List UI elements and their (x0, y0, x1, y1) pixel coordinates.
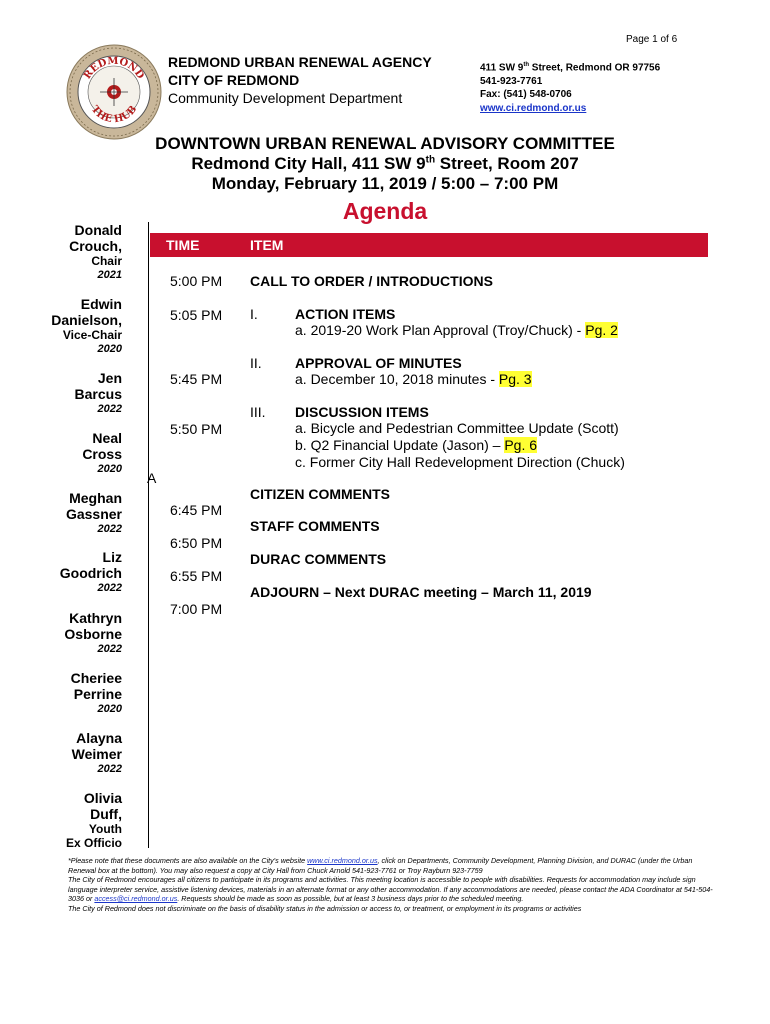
meeting-date-time: Monday, February 11, 2019 / 5:00 – 7:00 PM (211, 174, 559, 193)
agency-name: REDMOND URBAN RENEWAL AGENCY (168, 54, 432, 70)
agenda-title: Agenda (342, 198, 428, 224)
member-entry: Edwin Danielson, Vice-Chair 2020 (51, 296, 122, 355)
city-seal-logo (64, 42, 164, 142)
fax-number: Fax: (541) 548-0706 (480, 89, 572, 100)
member-entry: Jen Barcus 2022 (74, 370, 122, 415)
meeting-location: Redmond City Hall, 411 SW 9th Street, Room 207 (191, 154, 579, 173)
phone-number: 541-923-7761 (480, 76, 543, 87)
footnote (68, 856, 718, 914)
minutes-heading: APPROVAL OF MINUTES (295, 355, 462, 371)
minutes-item-a: a. December 10, 2018 minutes - Pg. 3 (295, 371, 532, 387)
agenda-time: 6:55 PM (170, 568, 223, 584)
stray-character: A (147, 470, 157, 486)
discussion-item-b: b. Q2 Financial Update (Jason) – Pg. 6 (295, 437, 538, 453)
seal-bottom-text: THE HUB (88, 103, 140, 126)
agenda-time: 5:05 PM (170, 307, 223, 323)
page-reference[interactable]: Pg. 2 (585, 322, 618, 338)
seal-top-text: REDMOND (82, 55, 146, 82)
discussion-items-heading: DISCUSSION ITEMS (295, 404, 429, 420)
sidebar-divider (148, 222, 149, 848)
item-column-header: ITEM (250, 237, 284, 253)
city-name: CITY OF REDMOND (168, 72, 300, 88)
action-item-a: a. 2019-20 Work Plan Approval (Troy/Chuck) - Pg. 2 (295, 322, 618, 338)
agenda-time: 5:50 PM (170, 421, 223, 437)
citizen-comments-item: CITIZEN COMMENTS (250, 486, 390, 502)
page-number: Page 1 of 6 (626, 34, 678, 45)
discussion-item-a: a. Bicycle and Pedestrian Committee Update (Scott) (295, 420, 619, 436)
website-link[interactable]: www.ci.redmond.or.us (480, 103, 587, 114)
staff-comments-item: STAFF COMMENTS (250, 518, 380, 534)
agenda-time: 5:00 PM (170, 273, 223, 289)
agenda-time: 6:45 PM (170, 502, 223, 518)
member-entry: Donald Crouch, Chair 2021 (69, 222, 122, 281)
member-entry: Alayna Weimer 2022 (71, 730, 122, 775)
committee-title: DOWNTOWN URBAN RENEWAL ADVISORY COMMITTEE (155, 134, 615, 153)
footnote-accessibility: The City of Redmond encourages all citizens to participate in its programs and activities. This meeting location is accessible to people with disabilities. Requests for accommodation may include sign language interpreter service, assistive listening devices, materials in an alternate format or any other accommodation. If any accommodations are needed, please contact the ADA Coordinator at 541-504-3036 or access@ci.redmond.or.us. Requests should be made as soon as possible, but at least 3 business days prior to the scheduled meeting. (68, 875, 713, 904)
department-name: Community Development Department (168, 90, 403, 106)
discussion-item-c: c. Former City Hall Redevelopment Direction (Chuck) (295, 454, 625, 470)
adjourn-item: ADJOURN – Next DURAC meeting – March 11, 2019 (250, 584, 592, 600)
page-reference[interactable]: Pg. 3 (498, 371, 532, 387)
action-items-heading: ACTION ITEMS (295, 306, 396, 322)
section-number: I. (250, 306, 258, 322)
section-number: III. (250, 404, 266, 420)
agenda-time: 7:00 PM (170, 601, 223, 617)
member-entry: Kathryn Osborne 2022 (64, 610, 122, 655)
footnote-email-link[interactable]: access@ci.redmond.or.us (94, 894, 178, 904)
member-entry: Olivia Duff, Youth Ex Officio (65, 790, 122, 850)
time-column-header: TIME (166, 237, 200, 253)
member-entry: Cheriee Perrine 2020 (70, 670, 122, 715)
member-entry: Liz Goodrich 2022 (59, 549, 122, 594)
footnote-website-link[interactable]: www.ci.redmond.or.us (307, 856, 378, 865)
member-entry: Meghan Gassner 2022 (65, 490, 122, 535)
member-entry: Neal Cross 2020 (82, 430, 122, 475)
call-to-order-item: CALL TO ORDER / INTRODUCTIONS (250, 273, 493, 289)
footnote-nondiscrimination: The City of Redmond does not discriminate on the basis of disability status in the admission or access to, or treatment, or employment in its programs or activities (68, 903, 582, 913)
page-reference[interactable]: Pg. 6 (504, 437, 538, 453)
agenda-time: 5:45 PM (170, 371, 223, 387)
agenda-time: 6:50 PM (170, 535, 223, 551)
durac-comments-item: DURAC COMMENTS (250, 551, 387, 567)
footnote-documents: *Please note that these documents are also available on the City's website www.ci.redmond.or.us, click on Departments, Community Development, Planning Division, and DURAC (under the Urban Renewal box at the bottom). You may also request a copy at City Hall from Chuck Arnold 541-923-7761 or Troy Rayburn 923-7759 (68, 856, 693, 875)
section-number: II. (250, 355, 262, 371)
address: 411 SW 9th Street, Redmond OR 97756 (480, 62, 661, 74)
agenda-header-bar (150, 233, 708, 257)
